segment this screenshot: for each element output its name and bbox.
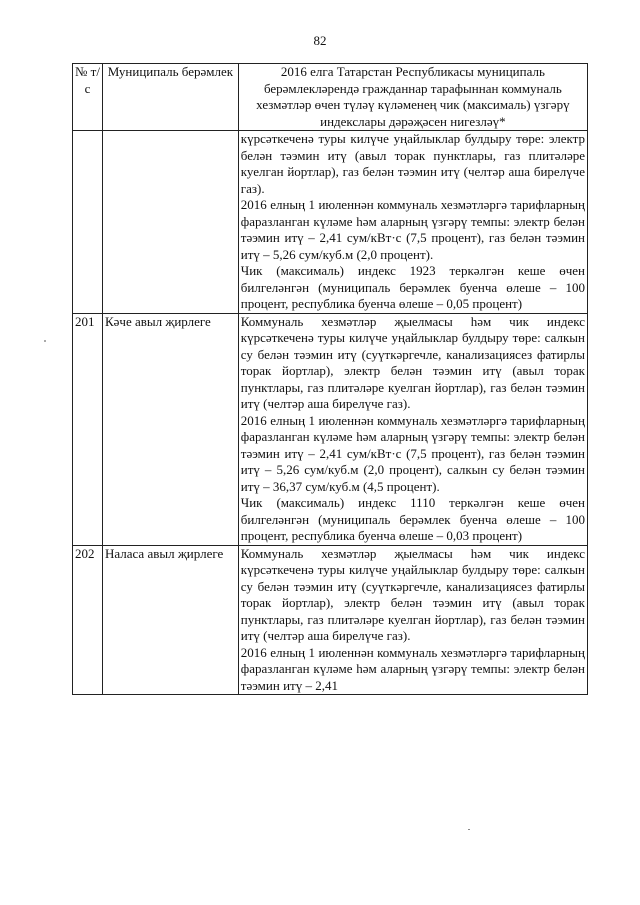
scan-speck — [44, 340, 46, 342]
table-header-row — [73, 64, 588, 131]
row-municipality: Наласа авыл җирлеге — [102, 545, 238, 695]
row-num — [73, 131, 103, 314]
row-text — [238, 131, 587, 314]
paragraph: Чик (максималь) индекс 1110 теркәлгән кеше өчен билгеләнгән (муниципаль берәмлек буенча өлеше – 100 процент, республика буенча өлеше – 0,03 процент) — [240, 495, 585, 543]
table-row — [73, 313, 588, 545]
header-num: № т/с — [73, 64, 103, 131]
row-text — [238, 545, 587, 695]
row-num: 202 — [73, 545, 103, 695]
table-row — [73, 545, 588, 695]
page-number: 82 — [313, 33, 327, 48]
paragraph: Коммуналь хезмәтләр җыелмасы һәм чик индекс күрсәткеченә туры килүче уңайлыклар булдыру төре: салкын су белән тәэмин итү (суүткәргечле, канализациясез фатирлы торак йортлар), электр белән тәэмин итү (авыл торак пунктлары, газ плитәләре куелган йортлар), газ белән тәэмин итү (челтәр аша бирелүче газ). — [240, 313, 585, 411]
row-text — [238, 313, 587, 545]
paragraph: Чик (максималь) индекс 1923 теркәлгән кеше өчен билгеләнгән (муниципаль берәмлек буенча өлеше – 100 процент, республика буенча өлеше – 0,05 процент) — [240, 263, 585, 311]
scan-speck — [468, 829, 470, 830]
row-municipality: Кәче авыл җирлеге — [102, 313, 238, 545]
paragraph: 2016 елның 1 июленнән коммуналь хезмәтләргә тарифларның фаразланган күләме һәм аларның үзгәрү темпы: электр белән тәэмин итү – 2,41 сум/кВт·с (7,5 процент), газ белән тәэмин итү – 5,26 сум/куб.м (2,0 процент). — [240, 197, 585, 262]
paragraph: Коммуналь хезмәтләр җыелмасы һәм чик индекс күрсәткеченә туры килүче уңайлыклар булдыру төре: салкын су белән тәэмин итү (суүткәргечле, канализациясез фатирлы торак йортлар), электр белән тәэмин итү (авыл торак пунктлары, газ плитәләре куелган йортлар), газ белән тәэмин итү (челтәр аша бирелүче газ). — [240, 545, 585, 643]
row-municipality — [102, 131, 238, 314]
header-text: 2016 елга Татарстан Республикасы муниципаль берәмлекләрендә гражданнар тарафыннан коммуналь хезмәтләр өчен түләү күләменең чик (максималь) үзгәрү индекслары дәрәҗәсен нигезләү* — [238, 64, 587, 131]
paragraph: 2016 елның 1 июленнән коммуналь хезмәтләргә тарифларның фаразланган күләме һәм аларның үзгәрү темпы: электр белән тәэмин итү – 2,41 — [240, 644, 585, 693]
paragraph: 2016 елның 1 июленнән коммуналь хезмәтләргә тарифларның фаразланган күләме һәм аларның үзгәрү темпы: электр белән тәэмин итү – 2,41 сум/кВт·с (7,5 процент), газ белән тәэмин итү – 5,26 сум/куб.м (2,0 процент), салкын су белән тәэмин итү – 36,37 сум/куб.м (4,5 процент). — [240, 412, 585, 494]
row-num: 201 — [73, 313, 103, 545]
table-row — [73, 131, 588, 314]
paragraph: күрсәткеченә туры килүче уңайлыклар булдыру төре: электр белән тәэмин итү (авыл торак пунктлары, газ плитәләре куелган йортлар), газ белән тәэмин итү (челтәр аша бирелүче газ). — [240, 131, 585, 196]
header-municipality: Муниципаль берәмлек — [102, 64, 238, 131]
tariff-index-table — [72, 63, 588, 695]
